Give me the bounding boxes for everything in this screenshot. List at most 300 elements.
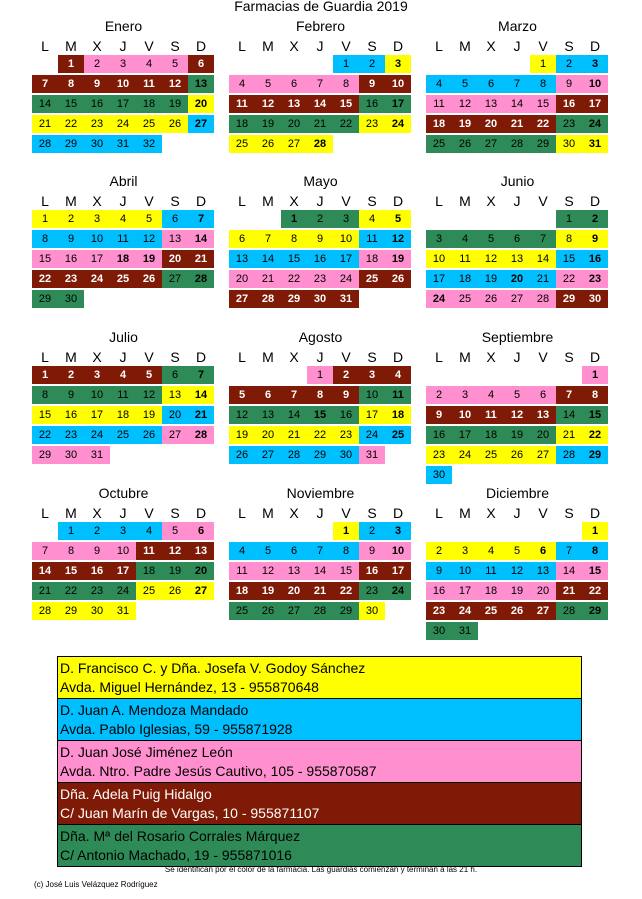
day-grid	[229, 210, 412, 340]
day-cell: 11	[136, 542, 162, 560]
day-cell: 23	[556, 115, 582, 133]
day-cell: 1	[32, 210, 58, 228]
day-cell: 2	[426, 386, 452, 404]
day-cell: 7	[307, 542, 333, 560]
weekday-label: V	[341, 193, 351, 209]
day-cell: 16	[582, 250, 608, 268]
day-cell: 31	[359, 446, 385, 464]
day-cell: 17	[385, 562, 411, 580]
day-cell: 21	[188, 406, 214, 424]
day-cell: 4	[110, 366, 136, 384]
weekday-label: V	[538, 505, 548, 521]
day-cell: 12	[136, 230, 162, 248]
weekday-label: M	[65, 193, 77, 209]
day-cell: 8	[333, 75, 359, 93]
day-cell: 29	[58, 135, 84, 153]
day-cell: 23	[58, 270, 84, 288]
day-cell: 7	[188, 210, 214, 228]
day-cell: 14	[188, 386, 214, 404]
day-cell: 31	[333, 290, 359, 308]
day-cell: 27	[530, 446, 556, 464]
day-cell: 19	[478, 270, 504, 288]
day-cell: 27	[162, 270, 188, 288]
day-cell: 11	[478, 562, 504, 580]
day-grid	[32, 210, 215, 340]
day-cell: 11	[229, 95, 255, 113]
day-cell: 24	[110, 115, 136, 133]
pharmacy-address: C/ Antonio Machado, 19 - 955871016	[60, 847, 292, 863]
day-cell: 21	[556, 426, 582, 444]
day-cell: 19	[162, 562, 188, 580]
day-cell: 28	[32, 602, 58, 620]
day-cell: 19	[162, 95, 188, 113]
day-cell: 28	[504, 135, 530, 153]
day-cell: 28	[281, 446, 307, 464]
day-cell: 21	[530, 270, 556, 288]
day-cell: 23	[359, 115, 385, 133]
weekday-label: J	[316, 193, 324, 209]
day-cell: 13	[530, 406, 556, 424]
day-cell: 25	[229, 135, 255, 153]
weekday-label: L	[435, 505, 443, 521]
weekday-label: J	[119, 349, 127, 365]
day-grid	[229, 522, 412, 652]
day-cell: 28	[188, 426, 214, 444]
day-cell: 23	[84, 582, 110, 600]
day-cell: 23	[84, 115, 110, 133]
weekday-header	[229, 349, 412, 366]
pharmacy-address: C/ Juan Marín de Vargas, 10 - 955871107	[60, 805, 320, 821]
day-cell: 10	[333, 230, 359, 248]
weekday-label: L	[238, 193, 246, 209]
day-cell: 24	[385, 582, 411, 600]
day-cell: 4	[136, 522, 162, 540]
day-cell: 5	[255, 75, 281, 93]
day-cell: 18	[229, 115, 255, 133]
day-cell: 5	[255, 542, 281, 560]
day-cell: 14	[556, 562, 582, 580]
day-cell: 12	[136, 386, 162, 404]
day-cell: 2	[333, 366, 359, 384]
day-cell: 18	[385, 406, 411, 424]
day-cell: 16	[359, 562, 385, 580]
day-cell: 14	[556, 406, 582, 424]
weekday-header	[32, 38, 215, 55]
day-cell: 15	[333, 562, 359, 580]
day-cell: 15	[58, 562, 84, 580]
pharmacy-entry	[58, 741, 581, 783]
day-cell: 10	[359, 386, 385, 404]
day-cell: 11	[452, 250, 478, 268]
day-cell: 17	[333, 250, 359, 268]
day-cell: 3	[84, 366, 110, 384]
pharmacy-entry	[58, 825, 581, 866]
day-cell: 25	[110, 270, 136, 288]
day-cell: 29	[58, 602, 84, 620]
copyright: (c) José Luis Velázquez Rodríguez	[34, 880, 158, 889]
weekday-label: X	[289, 38, 299, 54]
month-name: Enero	[104, 18, 143, 34]
day-cell: 23	[426, 446, 452, 464]
day-cell: 3	[359, 366, 385, 384]
day-cell: 14	[307, 562, 333, 580]
day-cell: 21	[504, 115, 530, 133]
weekday-label: V	[538, 193, 548, 209]
day-cell: 9	[359, 542, 385, 560]
day-cell: 6	[281, 75, 307, 93]
day-cell: 5	[504, 386, 530, 404]
day-cell: 30	[582, 290, 608, 308]
day-cell: 16	[359, 95, 385, 113]
weekday-label: S	[170, 38, 180, 54]
day-cell: 26	[452, 135, 478, 153]
weekday-label: V	[341, 349, 351, 365]
day-cell: 18	[359, 250, 385, 268]
weekday-label: J	[119, 193, 127, 209]
day-cell: 22	[281, 270, 307, 288]
weekday-label: D	[589, 38, 601, 54]
weekday-label: L	[41, 505, 49, 521]
day-cell: 5	[229, 386, 255, 404]
day-cell: 17	[452, 426, 478, 444]
day-cell: 16	[58, 250, 84, 268]
day-cell: 15	[582, 406, 608, 424]
day-cell: 24	[110, 582, 136, 600]
weekday-header	[426, 38, 609, 55]
weekday-label: X	[92, 38, 102, 54]
day-cell: 3	[333, 210, 359, 228]
day-cell: 6	[162, 366, 188, 384]
day-cell: 1	[556, 210, 582, 228]
day-cell: 27	[478, 135, 504, 153]
day-cell: 3	[110, 522, 136, 540]
day-cell: 14	[307, 95, 333, 113]
weekday-label: X	[92, 505, 102, 521]
day-cell: 15	[307, 406, 333, 424]
day-cell: 10	[452, 562, 478, 580]
day-cell: 6	[478, 75, 504, 93]
day-cell: 28	[32, 135, 58, 153]
day-cell: 24	[84, 270, 110, 288]
day-cell: 29	[307, 446, 333, 464]
day-cell: 27	[229, 290, 255, 308]
weekday-label: V	[144, 193, 154, 209]
day-cell: 18	[110, 406, 136, 424]
day-cell: 32	[136, 135, 162, 153]
weekday-label: S	[367, 349, 377, 365]
month-name: Agosto	[298, 329, 343, 345]
day-cell: 13	[255, 406, 281, 424]
day-cell: 10	[110, 542, 136, 560]
day-cell: 12	[255, 562, 281, 580]
day-cell: 12	[504, 406, 530, 424]
day-cell: 29	[32, 446, 58, 464]
weekday-header	[229, 38, 412, 55]
day-cell: 6	[229, 230, 255, 248]
weekday-label: J	[316, 505, 324, 521]
day-cell: 11	[110, 386, 136, 404]
pharmacy-address: Avda. Pablo Iglesias, 59 - 955871928	[60, 721, 293, 737]
day-cell: 17	[582, 95, 608, 113]
day-cell: 1	[530, 55, 556, 73]
day-cell: 28	[188, 270, 214, 288]
day-cell: 4	[136, 55, 162, 73]
day-cell: 17	[84, 250, 110, 268]
day-cell: 8	[58, 542, 84, 560]
weekday-label: D	[195, 38, 207, 54]
weekday-label: V	[144, 349, 154, 365]
day-cell: 18	[478, 582, 504, 600]
day-cell: 15	[281, 250, 307, 268]
weekday-label: S	[564, 349, 574, 365]
day-cell: 22	[556, 270, 582, 288]
day-cell: 25	[229, 602, 255, 620]
day-cell: 26	[229, 446, 255, 464]
day-cell: 27	[162, 426, 188, 444]
weekday-label: S	[564, 38, 574, 54]
weekday-header	[229, 505, 412, 522]
day-cell: 4	[426, 75, 452, 93]
day-cell: 14	[530, 250, 556, 268]
pharmacy-name: D. Juan José Jiménez León	[60, 744, 233, 760]
weekday-label: D	[392, 349, 404, 365]
day-cell: 4	[478, 542, 504, 560]
day-cell: 2	[582, 210, 608, 228]
weekday-label: D	[195, 193, 207, 209]
day-cell: 21	[188, 250, 214, 268]
day-cell: 11	[229, 562, 255, 580]
weekday-label: V	[538, 38, 548, 54]
day-cell: 15	[32, 250, 58, 268]
day-cell: 18	[110, 250, 136, 268]
day-cell: 15	[582, 562, 608, 580]
day-cell: 31	[110, 602, 136, 620]
day-cell: 15	[333, 95, 359, 113]
day-cell: 14	[32, 562, 58, 580]
day-cell: 25	[478, 446, 504, 464]
weekday-label: X	[486, 349, 496, 365]
day-cell: 16	[333, 406, 359, 424]
day-cell: 8	[32, 230, 58, 248]
day-cell: 22	[307, 426, 333, 444]
day-cell: 2	[426, 542, 452, 560]
day-cell: 26	[136, 270, 162, 288]
day-cell: 28	[307, 602, 333, 620]
day-cell: 8	[582, 542, 608, 560]
weekday-label: S	[367, 38, 377, 54]
day-cell: 9	[84, 75, 110, 93]
weekday-header	[426, 349, 609, 366]
day-cell: 25	[452, 290, 478, 308]
day-grid	[32, 366, 215, 496]
day-cell: 16	[426, 426, 452, 444]
day-cell: 2	[58, 366, 84, 384]
month-name: Mayo	[303, 173, 338, 189]
day-grid	[32, 522, 215, 652]
weekday-label: D	[392, 193, 404, 209]
weekday-label: D	[589, 349, 601, 365]
day-cell: 23	[359, 582, 385, 600]
day-cell: 16	[556, 95, 582, 113]
weekday-label: M	[65, 38, 77, 54]
day-cell: 22	[582, 426, 608, 444]
month-name: Junio	[500, 173, 535, 189]
day-cell: 7	[530, 230, 556, 248]
day-cell: 28	[255, 290, 281, 308]
day-cell: 8	[556, 230, 582, 248]
month-name: Noviembre	[286, 485, 355, 501]
day-cell: 21	[281, 426, 307, 444]
day-cell: 26	[478, 290, 504, 308]
day-cell: 10	[452, 406, 478, 424]
pharmacy-entry	[58, 657, 581, 699]
day-cell: 26	[162, 115, 188, 133]
day-grid	[426, 210, 609, 340]
pharmacy-entry	[58, 783, 581, 825]
day-cell: 25	[359, 270, 385, 288]
weekday-label: X	[486, 505, 496, 521]
weekday-label: J	[513, 505, 521, 521]
day-cell: 2	[359, 522, 385, 540]
day-cell: 21	[307, 582, 333, 600]
weekday-label: V	[538, 349, 548, 365]
day-cell: 15	[530, 95, 556, 113]
day-cell: 31	[84, 446, 110, 464]
day-cell: 18	[229, 582, 255, 600]
day-cell: 5	[478, 230, 504, 248]
day-cell: 17	[359, 406, 385, 424]
day-cell: 20	[229, 270, 255, 288]
weekday-label: D	[195, 349, 207, 365]
day-cell: 28	[556, 602, 582, 620]
day-cell: 4	[229, 75, 255, 93]
day-cell: 31	[110, 135, 136, 153]
day-cell: 20	[188, 95, 214, 113]
day-cell: 18	[136, 562, 162, 580]
day-cell: 17	[110, 95, 136, 113]
weekday-label: M	[459, 193, 471, 209]
day-cell: 7	[307, 75, 333, 93]
weekday-label: J	[119, 505, 127, 521]
day-cell: 9	[58, 230, 84, 248]
day-cell: 25	[110, 426, 136, 444]
day-cell: 22	[582, 582, 608, 600]
day-cell: 1	[281, 210, 307, 228]
day-cell: 19	[136, 250, 162, 268]
footnote: Se identifican por el color de la farmacia. Las guardias comienzan y terminan a las 21 h.	[164, 865, 478, 874]
day-cell: 9	[426, 406, 452, 424]
day-cell: 18	[452, 270, 478, 288]
day-cell: 4	[229, 542, 255, 560]
weekday-label: M	[262, 193, 274, 209]
weekday-label: M	[262, 349, 274, 365]
day-cell: 22	[333, 582, 359, 600]
pharmacy-address: Avda. Miguel Hernández, 13 - 955870648	[60, 679, 319, 695]
day-cell: 27	[281, 602, 307, 620]
day-cell: 22	[58, 582, 84, 600]
day-cell: 20	[162, 406, 188, 424]
day-cell: 26	[385, 270, 411, 288]
day-cell: 12	[162, 75, 188, 93]
pharmacy-legend	[57, 656, 582, 867]
day-cell: 16	[426, 582, 452, 600]
day-cell: 11	[426, 95, 452, 113]
day-cell: 22	[58, 115, 84, 133]
day-cell: 24	[452, 602, 478, 620]
day-cell: 31	[582, 135, 608, 153]
day-cell: 20	[255, 426, 281, 444]
weekday-label: M	[459, 505, 471, 521]
day-cell: 13	[530, 562, 556, 580]
day-cell: 29	[530, 135, 556, 153]
day-cell: 29	[333, 602, 359, 620]
weekday-label: D	[589, 193, 601, 209]
weekday-label: X	[289, 505, 299, 521]
day-cell: 18	[426, 115, 452, 133]
day-cell: 18	[478, 426, 504, 444]
day-cell: 19	[504, 582, 530, 600]
weekday-label: J	[119, 38, 127, 54]
weekday-label: L	[435, 193, 443, 209]
day-cell: 19	[255, 582, 281, 600]
weekday-label: D	[392, 38, 404, 54]
day-cell: 3	[385, 522, 411, 540]
pharmacy-name: D. Juan A. Mendoza Mandado	[60, 702, 249, 718]
day-cell: 25	[426, 135, 452, 153]
pharmacy-entry	[58, 699, 581, 741]
day-cell: 8	[281, 230, 307, 248]
day-cell: 14	[504, 95, 530, 113]
day-cell: 20	[281, 582, 307, 600]
day-cell: 28	[556, 446, 582, 464]
day-cell: 6	[504, 230, 530, 248]
weekday-label: M	[262, 505, 274, 521]
day-cell: 25	[136, 115, 162, 133]
weekday-label: L	[41, 193, 49, 209]
day-cell: 20	[478, 115, 504, 133]
day-cell: 29	[582, 446, 608, 464]
day-cell: 23	[333, 426, 359, 444]
day-cell: 21	[32, 582, 58, 600]
day-cell: 29	[556, 290, 582, 308]
weekday-label: X	[289, 349, 299, 365]
day-cell: 29	[281, 290, 307, 308]
day-cell: 24	[452, 446, 478, 464]
day-cell: 16	[58, 406, 84, 424]
day-cell: 10	[582, 75, 608, 93]
weekday-label: L	[41, 349, 49, 365]
day-cell: 7	[32, 75, 58, 93]
weekday-label: S	[564, 505, 574, 521]
day-cell: 19	[229, 426, 255, 444]
weekday-label: M	[65, 349, 77, 365]
weekday-label: S	[170, 505, 180, 521]
day-cell: 15	[32, 406, 58, 424]
day-cell: 4	[359, 210, 385, 228]
day-cell: 12	[255, 95, 281, 113]
day-cell: 27	[188, 582, 214, 600]
day-cell: 6	[188, 55, 214, 73]
day-cell: 30	[307, 290, 333, 308]
day-cell: 1	[58, 55, 84, 73]
day-cell: 12	[162, 542, 188, 560]
day-grid	[426, 55, 609, 185]
day-cell: 24	[385, 115, 411, 133]
day-cell: 6	[281, 542, 307, 560]
weekday-label: X	[92, 193, 102, 209]
weekday-header	[229, 193, 412, 210]
weekday-header	[32, 193, 215, 210]
